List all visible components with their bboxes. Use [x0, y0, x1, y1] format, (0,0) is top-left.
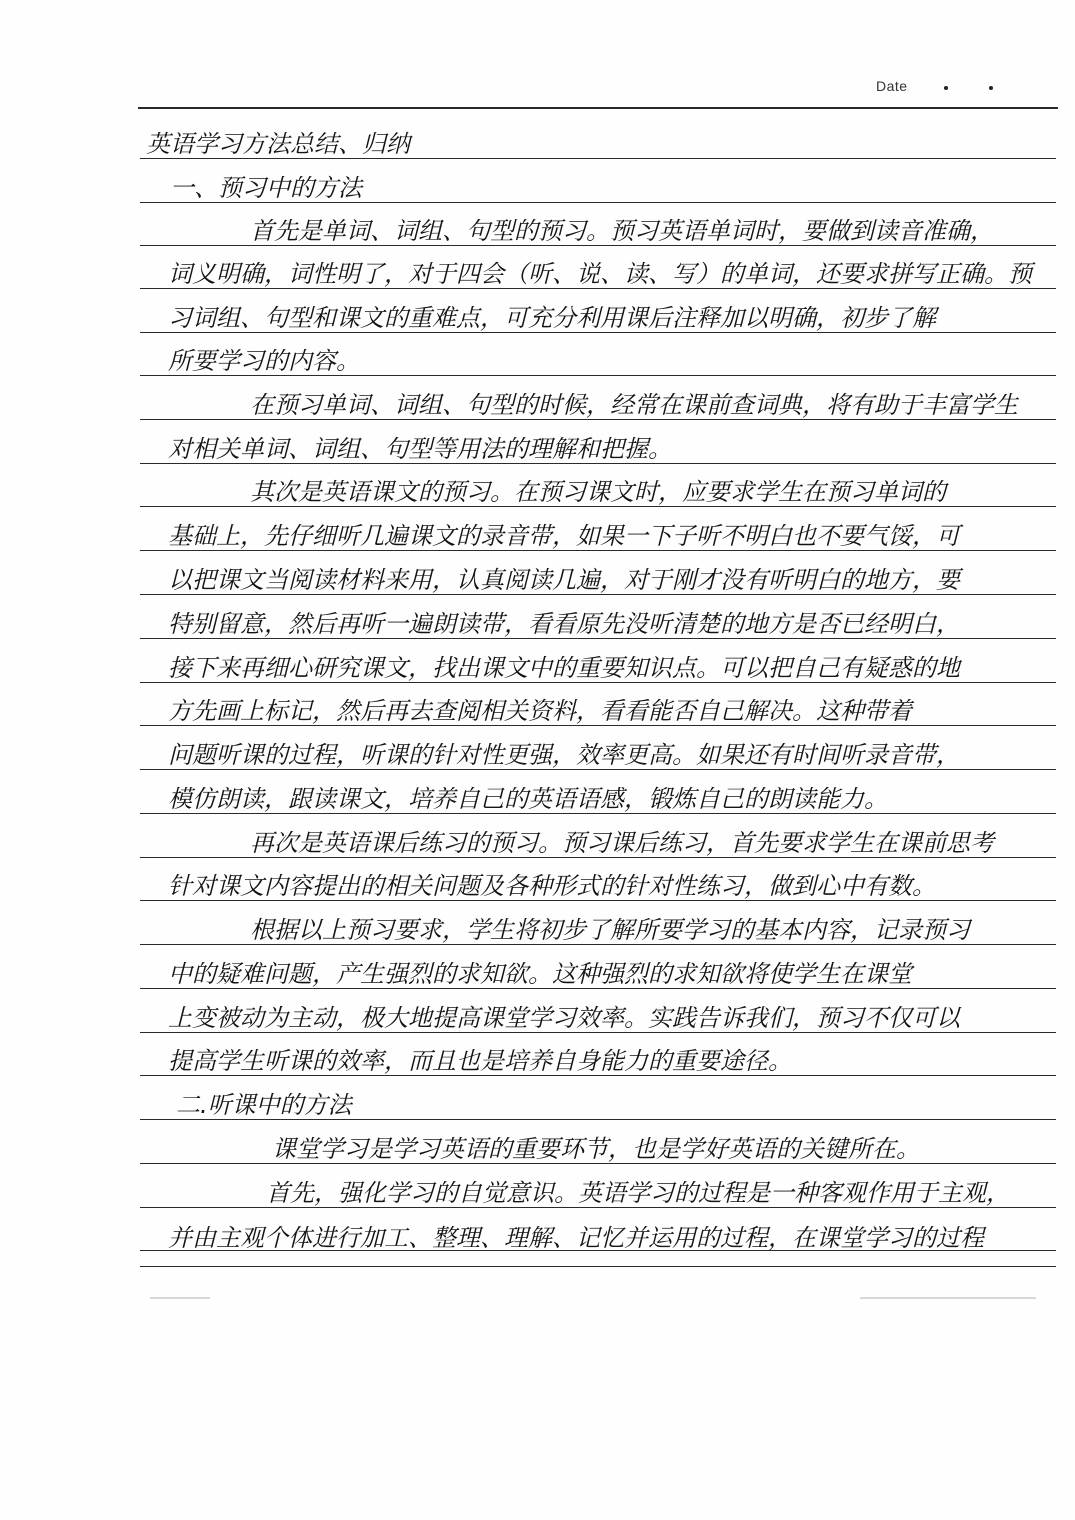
ruled-line [140, 245, 1056, 246]
ruled-line [140, 813, 1056, 814]
handwritten-line: 对相关单词、词组、句型等用法的理解和把握。 [168, 435, 672, 463]
ruled-line [140, 988, 1056, 989]
handwritten-line: 在预习单词、词组、句型的时候，经常在课前查词典，将有助于丰富学生 [250, 391, 1018, 419]
handwritten-line: 问题听课的过程，听课的针对性更强，效率更高。如果还有时间听录音带， [168, 741, 960, 769]
ruled-line [140, 158, 1056, 159]
section-heading: 一、预习中的方法 [170, 174, 362, 202]
handwritten-line: 以把课文当阅读材料来用，认真阅读几遍，对于刚才没有听明白的地方，要 [168, 566, 960, 594]
ruled-line [140, 375, 1056, 376]
date-label: Date [876, 78, 908, 94]
handwritten-line: 针对课文内容提出的相关问题及各种形式的针对性练习，做到心中有数。 [168, 872, 936, 900]
handwritten-line: 首先是单词、词组、句型的预习。预习英语单词时，要做到读音准确， [250, 217, 994, 245]
scan-artifact [150, 1297, 210, 1299]
handwritten-line: 提高学生听课的效率，而且也是培养自身能力的重要途径。 [168, 1047, 792, 1075]
ruled-line [140, 594, 1056, 595]
ruled-line [140, 725, 1056, 726]
handwritten-line: 所要学习的内容。 [168, 347, 360, 375]
ruled-line [140, 550, 1056, 551]
handwritten-line: 接下来再细心研究课文，找出课文中的重要知识点。可以把自己有疑惑的地 [168, 654, 960, 682]
handwritten-line: 基础上，先仔细听几遍课文的录音带，如果一下子听不明白也不要气馁，可 [168, 522, 960, 550]
ruled-line [140, 1163, 1056, 1164]
date-dot [944, 86, 948, 90]
section-heading: 二.听课中的方法 [176, 1091, 352, 1119]
scan-artifact [860, 1297, 1036, 1299]
handwritten-line: 再次是英语课后练习的预习。预习课后练习，首先要求学生在课前思考 [250, 829, 994, 857]
ruled-line [140, 1032, 1056, 1033]
ruled-line [140, 463, 1056, 464]
ruled-line [140, 944, 1056, 945]
header-rule [138, 107, 1058, 109]
ruled-line [140, 682, 1056, 683]
ruled-line [140, 1075, 1056, 1076]
handwritten-line: 其次是英语课文的预习。在预习课文时，应要求学生在预习单词的 [250, 478, 946, 506]
handwritten-line: 上变被动为主动，极大地提高课堂学习效率。实践告诉我们，预习不仅可以 [168, 1004, 960, 1032]
ruled-line [140, 1119, 1056, 1120]
ruled-line [140, 1266, 1056, 1267]
date-dot [989, 86, 993, 90]
handwritten-line: 首先，强化学习的自觉意识。英语学习的过程是一种客观作用于主观， [266, 1179, 1010, 1207]
handwritten-line: 特别留意，然后再听一遍朗读带，看看原先没听清楚的地方是否已经明白， [168, 610, 960, 638]
ruled-line [140, 769, 1056, 770]
document-title: 英语学习方法总结、归纳 [146, 130, 410, 158]
ruled-line [140, 419, 1056, 420]
ruled-line [140, 1207, 1056, 1208]
ruled-line [140, 202, 1056, 203]
handwritten-line: 词义明确，词性明了，对于四会（听、说、读、写）的单词，还要求拼写正确。预 [168, 260, 1032, 288]
handwritten-line: 根据以上预习要求，学生将初步了解所要学习的基本内容，记录预习 [250, 916, 970, 944]
handwritten-line: 模仿朗读，跟读课文，培养自己的英语语感，锻炼自己的朗读能力。 [168, 785, 888, 813]
handwritten-line: 并由主观个体进行加工、整理、理解、记忆并运用的过程，在课堂学习的过程 [168, 1224, 984, 1252]
ruled-line [140, 506, 1056, 507]
ruled-line [140, 900, 1056, 901]
handwritten-line: 课堂学习是学习英语的重要环节，也是学好英语的关键所在。 [272, 1135, 920, 1163]
handwritten-line: 中的疑难问题，产生强烈的求知欲。这种强烈的求知欲将使学生在课堂 [168, 960, 912, 988]
ruled-line [140, 332, 1056, 333]
handwritten-line: 方先画上标记，然后再去查阅相关资料，看看能否自己解决。这种带着 [168, 697, 912, 725]
ruled-line [140, 638, 1056, 639]
ruled-line [140, 288, 1056, 289]
ruled-line [140, 857, 1056, 858]
handwritten-line: 习词组、句型和课文的重难点，可充分利用课后注释加以明确，初步了解 [168, 304, 936, 332]
